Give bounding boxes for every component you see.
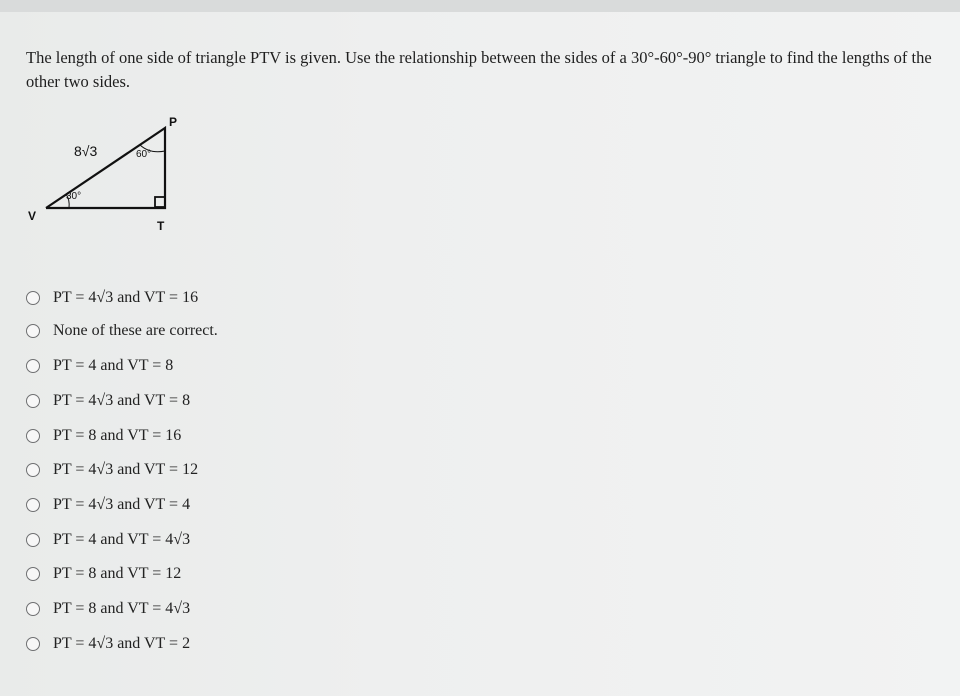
option-9[interactable] — [26, 560, 181, 588]
option-label: PT = 4√3 and VT = 4 — [53, 496, 191, 513]
radio-button[interactable] — [26, 533, 40, 547]
radio-button[interactable] — [26, 602, 40, 616]
top-bar — [0, 0, 960, 12]
radio-button[interactable] — [26, 291, 40, 305]
radio-button[interactable] — [26, 429, 40, 443]
option-6[interactable] — [26, 456, 198, 484]
option-7[interactable] — [26, 491, 190, 519]
radio-button[interactable] — [26, 498, 40, 512]
option-label: PT = 4√3 and VT = 8 — [53, 392, 191, 409]
triangle-figure — [22, 108, 222, 238]
right-angle-mark — [155, 197, 165, 207]
option-label: PT = 4√3 and VT = 12 — [53, 461, 199, 478]
option-5[interactable] — [26, 422, 181, 450]
radio-button[interactable] — [26, 394, 40, 408]
radio-button[interactable] — [26, 567, 40, 581]
vertex-p-label: P — [169, 115, 178, 129]
angle-30-label: 30° — [66, 191, 82, 202]
option-3[interactable] — [26, 352, 173, 380]
radio-button[interactable] — [26, 324, 40, 338]
option-label: None of these are correct. — [53, 322, 218, 339]
option-label: PT = 8 and VT = 4√3 — [53, 600, 191, 617]
option-2[interactable] — [26, 317, 218, 345]
option-8[interactable] — [26, 526, 190, 554]
option-label: PT = 8 and VT = 16 — [53, 427, 182, 444]
radio-button[interactable] — [26, 359, 40, 373]
option-label: PT = 4 and VT = 8 — [53, 357, 174, 374]
option-4[interactable] — [26, 387, 190, 415]
question-text: The length of one side of triangle PTV is given. Use the relationship between the sides of a 30°-60°-90° triangle to find the lengths of the other two sides. — [26, 48, 932, 91]
option-label: PT = 8 and VT = 12 — [53, 565, 182, 582]
option-11[interactable] — [26, 630, 190, 658]
radio-button[interactable] — [26, 637, 40, 651]
option-1[interactable] — [26, 284, 198, 312]
angle-60-label: 60° — [136, 149, 152, 160]
vertex-v-label: V — [28, 209, 37, 223]
hypotenuse-label: 8√3 — [74, 143, 98, 159]
radio-button[interactable] — [26, 463, 40, 477]
option-label: PT = 4√3 and VT = 2 — [53, 635, 191, 652]
option-10[interactable] — [26, 595, 190, 623]
vertex-t-label: T — [157, 219, 165, 233]
triangle-shape — [46, 128, 165, 208]
option-label: PT = 4 and VT = 4√3 — [53, 531, 191, 548]
option-label: PT = 4√3 and VT = 16 — [53, 289, 199, 306]
